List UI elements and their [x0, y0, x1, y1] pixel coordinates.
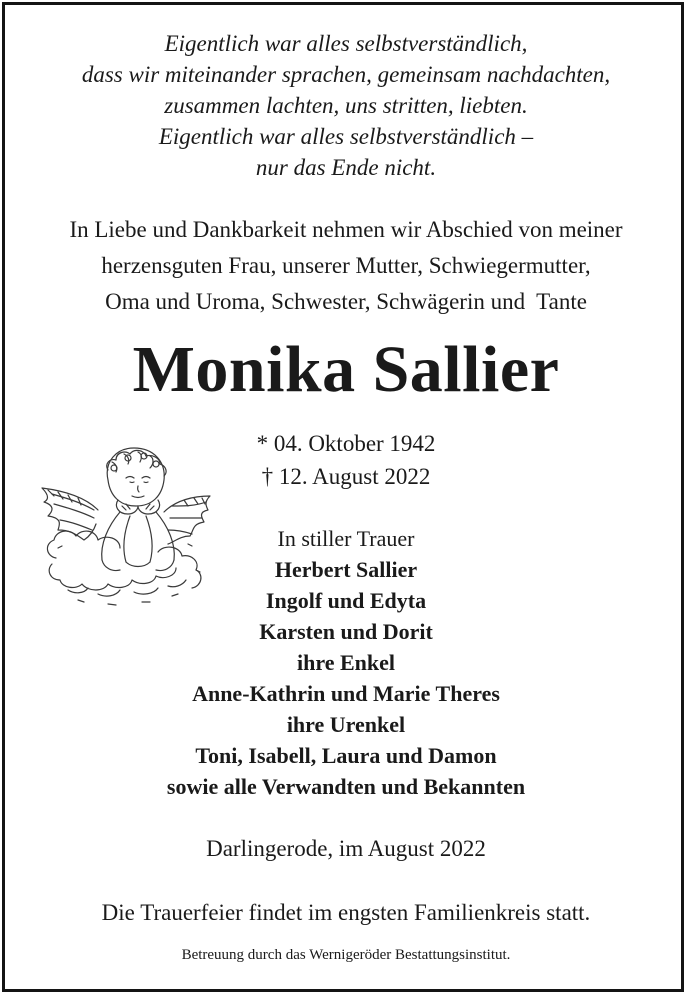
poem-line: Eigentlich war alles selbstverständlich, [164, 31, 528, 56]
mourner-line: Karsten und Dorit [259, 619, 433, 644]
death-date: † 12. August 2022 [261, 464, 431, 489]
mourner-line: Anne-Kathrin und Marie Theres [192, 681, 500, 706]
mourner-line: sowie alle Verwandten und Bekannten [166, 774, 526, 799]
place-and-date: Darlingerode, im August 2022 [206, 836, 486, 861]
mourners-list [0, 523, 692, 802]
poem-line: nur das Ende nicht. [255, 155, 437, 180]
poem-line: Eigentlich war alles selbstverständlich – [158, 124, 534, 149]
birth-date: * 04. Oktober 1942 [256, 431, 436, 456]
intro-line: Oma und Uroma, Schwester, Schwägerin und Tante [105, 289, 587, 314]
poem-line: zusammen lachten, uns stritten, liebten. [164, 93, 528, 118]
mourner-line: Ingolf und Edyta [265, 588, 427, 613]
intro-line: In Liebe und Dankbarkeit nehmen wir Abschied von meiner [69, 217, 623, 242]
mourner-line: ihre Enkel [296, 650, 395, 675]
mourner-line: Toni, Isabell, Laura und Damon [195, 743, 497, 768]
mourner-line: ihre Urenkel [286, 712, 406, 737]
intro-line: herzensguten Frau, unserer Mutter, Schwiegermutter, [101, 253, 591, 278]
undertaker-note: Betreuung durch das Wernigeröder Bestattungsinstitut. [181, 947, 511, 963]
farewell-intro [0, 212, 692, 320]
poem-line: dass wir miteinander sprachen, gemeinsam nachdachten, [81, 62, 611, 87]
mourning-heading: In stiller Trauer [277, 526, 415, 551]
poem [0, 28, 692, 183]
mourner-line: Herbert Sallier [274, 557, 418, 582]
funeral-note: Die Trauerfeier findet im engsten Familienkreis statt. [101, 900, 591, 925]
deceased-name: Monika Sallier [132, 333, 560, 406]
